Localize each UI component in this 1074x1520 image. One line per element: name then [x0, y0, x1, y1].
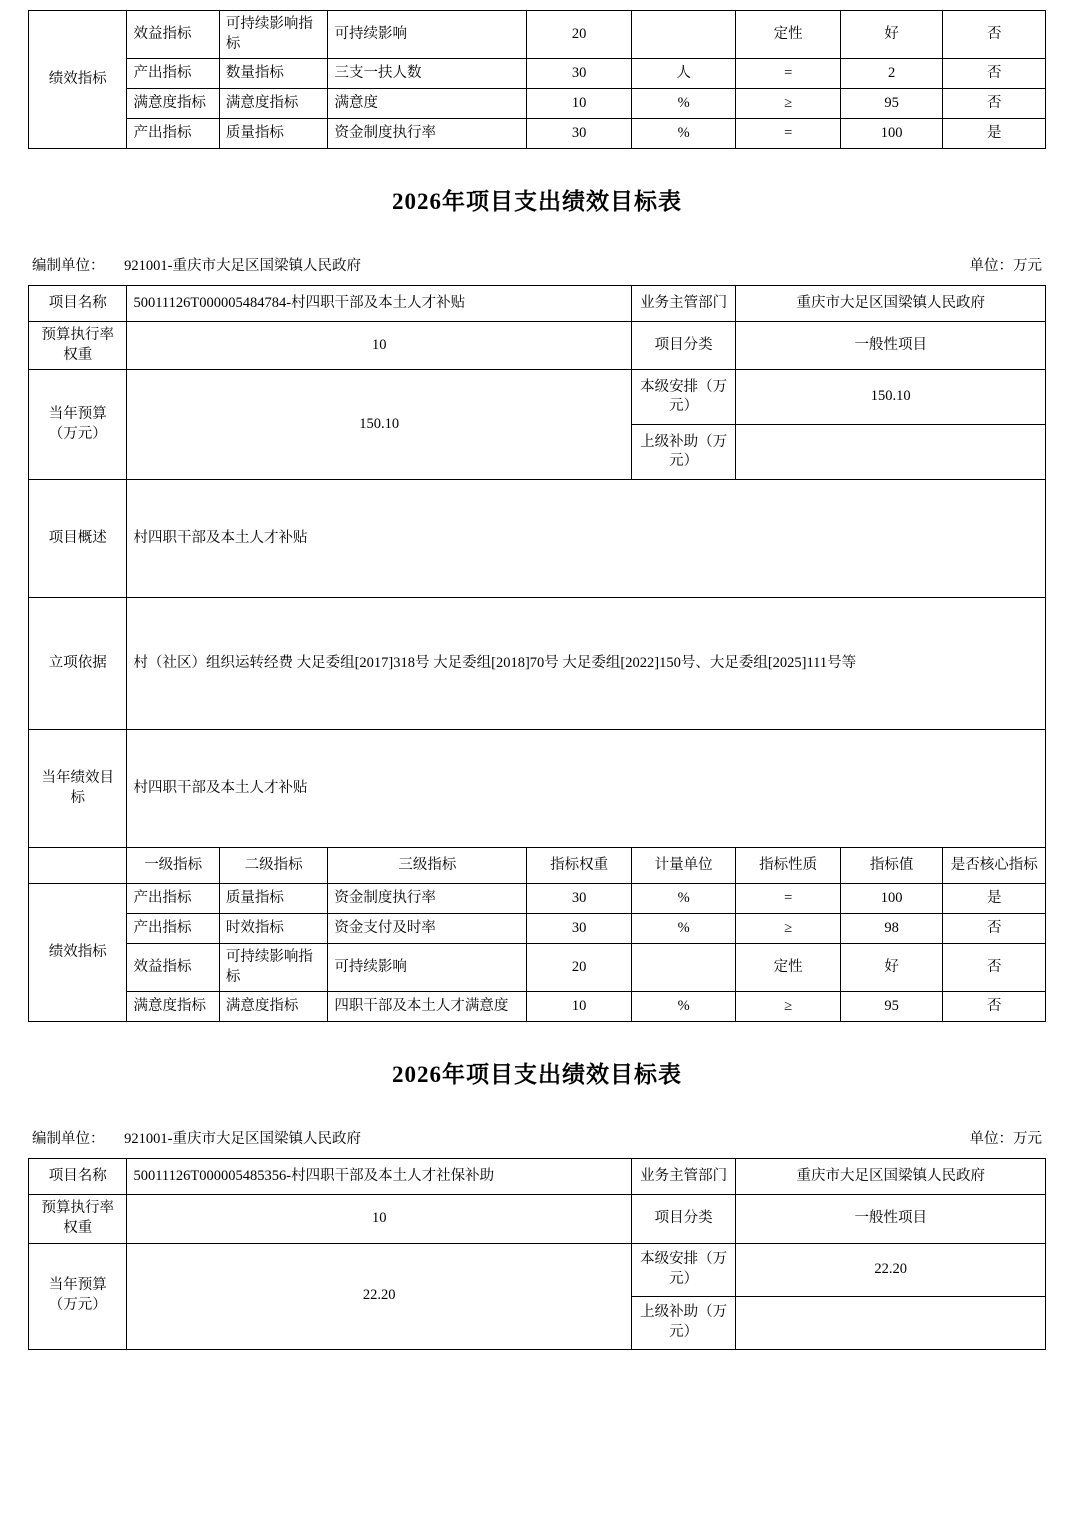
overview-value: 村四职干部及本土人才补贴 [127, 480, 1046, 598]
indicator-nature: = [736, 884, 841, 914]
perf-header-level3: 三级指标 [328, 848, 527, 884]
level2-indicator: 可持续影响指标 [219, 11, 328, 59]
indicator-value: 98 [840, 914, 942, 944]
indicator-unit [631, 11, 736, 59]
table-row [29, 370, 1046, 425]
goal-label: 当年绩效目标 [29, 730, 127, 848]
level1-indicator: 产出指标 [127, 914, 219, 944]
project-name-value: 50011126T000005484784-村四职干部及本土人才补贴 [127, 286, 631, 322]
indicator-nature: = [736, 119, 841, 149]
document-page [0, 10, 1074, 1404]
indicator-core: 否 [943, 914, 1046, 944]
compile-unit-label: 编制单位： [32, 1131, 105, 1148]
level3-indicator: 四职干部及本土人才满意度 [328, 992, 527, 1022]
indicator-weight: 20 [527, 944, 632, 992]
level2-indicator: 满意度指标 [219, 992, 328, 1022]
section2-title: 2026年项目支出绩效目标表 [392, 1062, 682, 1088]
level1-indicator: 满意度指标 [127, 992, 219, 1022]
compile-unit-value: 921001-重庆市大足区国梁镇人民政府 [124, 258, 361, 275]
exec-weight-value: 10 [127, 1195, 631, 1243]
table-row [29, 992, 1046, 1022]
perf-indicator-label: 绩效指标 [29, 884, 127, 1022]
category-label: 项目分类 [631, 1195, 736, 1243]
perf-header-level1: 一级指标 [127, 848, 219, 884]
table-row [29, 1195, 1046, 1243]
level1-indicator: 效益指标 [127, 944, 219, 992]
exec-weight-label: 预算执行率权重 [29, 1195, 127, 1243]
basis-value: 村（社区）组织运转经费 大足委组[2017]318号 大足委组[2018]70号 大足委组[2022]150号、大足委组[2025]111号等 [127, 598, 1046, 730]
indicator-weight: 30 [527, 119, 632, 149]
table-row [29, 598, 1046, 730]
level3-indicator: 资金支付及时率 [328, 914, 527, 944]
indicator-core: 否 [943, 59, 1046, 89]
indicator-core: 是 [943, 884, 1046, 914]
indicator-unit: % [631, 119, 736, 149]
upper-subsidy-value [736, 425, 1046, 480]
indicator-unit: % [631, 992, 736, 1022]
level3-indicator: 资金制度执行率 [328, 119, 527, 149]
level2-indicator: 质量指标 [219, 119, 328, 149]
compile-unit-label: 编制单位： [32, 258, 105, 275]
section2-meta [28, 1127, 1046, 1148]
amount-unit-label: 单位：万元 [969, 1131, 1042, 1148]
level2-indicator: 数量指标 [219, 59, 328, 89]
indicator-core: 否 [943, 89, 1046, 119]
level3-indicator: 满意度 [328, 89, 527, 119]
year-budget-label: 当年预算（万元） [29, 1243, 127, 1349]
indicator-unit: 人 [631, 59, 736, 89]
indicator-weight: 10 [527, 992, 632, 1022]
perf-header-nature: 指标性质 [736, 848, 841, 884]
table-row [29, 730, 1046, 848]
perf-header-level2: 二级指标 [219, 848, 328, 884]
indicator-unit [631, 944, 736, 992]
perf-header-weight: 指标权重 [527, 848, 632, 884]
project-name-label: 项目名称 [29, 1159, 127, 1195]
indicator-nature: ≥ [736, 914, 841, 944]
indicator-value: 2 [840, 59, 943, 89]
table-row [29, 1243, 1046, 1296]
local-arrange-label: 本级安排（万元） [631, 370, 736, 425]
perf-header-unit: 计量单位 [631, 848, 736, 884]
project-name-value: 50011126T000005485356-村四职干部及本土人才社保补助 [127, 1159, 631, 1195]
indicator-nature: = [736, 59, 841, 89]
level1-indicator: 产出指标 [127, 884, 219, 914]
indicator-nature: 定性 [736, 11, 841, 59]
level1-indicator: 效益指标 [127, 11, 219, 59]
table-row [29, 480, 1046, 598]
perf-corner-cell [29, 848, 127, 884]
exec-weight-label: 预算执行率权重 [29, 322, 127, 370]
year-budget-label: 当年预算（万元） [29, 370, 127, 480]
indicator-value: 95 [840, 992, 942, 1022]
indicator-nature: ≥ [736, 89, 841, 119]
perf-header-value: 指标值 [840, 848, 942, 884]
exec-weight-value: 10 [127, 322, 631, 370]
basis-label: 立项依据 [29, 598, 127, 730]
level3-indicator: 可持续影响 [328, 944, 527, 992]
level2-indicator: 满意度指标 [219, 89, 328, 119]
dept-label: 业务主管部门 [631, 1159, 736, 1195]
table-row [29, 286, 1046, 322]
perf-indicator-label: 绩效指标 [29, 11, 127, 149]
indicator-weight: 30 [527, 914, 632, 944]
level1-indicator: 满意度指标 [127, 89, 219, 119]
upper-subsidy-value [736, 1296, 1046, 1349]
indicator-weight: 20 [527, 11, 632, 59]
level3-indicator: 可持续影响 [328, 11, 527, 59]
category-value: 一般性项目 [736, 1195, 1046, 1243]
section1-title: 2026年项目支出绩效目标表 [392, 189, 682, 215]
category-value: 一般性项目 [736, 322, 1046, 370]
upper-subsidy-label: 上级补助（万元） [631, 1296, 736, 1349]
category-label: 项目分类 [631, 322, 736, 370]
indicator-unit: % [631, 914, 736, 944]
year-budget-value: 22.20 [127, 1243, 631, 1349]
table-row [29, 914, 1046, 944]
table-row [29, 848, 1046, 884]
indicator-core: 否 [943, 944, 1046, 992]
indicator-value: 95 [840, 89, 943, 119]
compile-unit-value: 921001-重庆市大足区国梁镇人民政府 [124, 1131, 361, 1148]
top-performance-table [28, 10, 1046, 149]
amount-unit-label: 单位：万元 [969, 258, 1042, 275]
goal-value: 村四职干部及本土人才补贴 [127, 730, 1046, 848]
dept-value: 重庆市大足区国梁镇人民政府 [736, 1159, 1046, 1195]
section1-meta [28, 254, 1046, 275]
indicator-core: 否 [943, 992, 1046, 1022]
indicator-nature: 定性 [736, 944, 841, 992]
level3-indicator: 三支一扶人数 [328, 59, 527, 89]
upper-subsidy-label: 上级补助（万元） [631, 425, 736, 480]
indicator-unit: % [631, 89, 736, 119]
level2-indicator: 时效指标 [219, 914, 328, 944]
overview-label: 项目概述 [29, 480, 127, 598]
table-row [29, 119, 1046, 149]
section2-project-table [28, 1158, 1046, 1349]
table-row [29, 1159, 1046, 1195]
indicator-weight: 30 [527, 884, 632, 914]
local-arrange-value: 22.20 [736, 1243, 1046, 1296]
table-row [29, 89, 1046, 119]
table-row [29, 59, 1046, 89]
level2-indicator: 可持续影响指标 [219, 944, 328, 992]
indicator-nature: ≥ [736, 992, 841, 1022]
dept-value: 重庆市大足区国梁镇人民政府 [736, 286, 1046, 322]
project-name-label: 项目名称 [29, 286, 127, 322]
level3-indicator: 资金制度执行率 [328, 884, 527, 914]
year-budget-value: 150.10 [127, 370, 631, 480]
indicator-weight: 30 [527, 59, 632, 89]
indicator-value: 100 [840, 884, 942, 914]
level1-indicator: 产出指标 [127, 119, 219, 149]
level1-indicator: 产出指标 [127, 59, 219, 89]
dept-label: 业务主管部门 [631, 286, 736, 322]
indicator-core: 是 [943, 119, 1046, 149]
level2-indicator: 质量指标 [219, 884, 328, 914]
local-arrange-label: 本级安排（万元） [631, 1243, 736, 1296]
table-row [29, 11, 1046, 59]
indicator-core: 否 [943, 11, 1046, 59]
indicator-unit: % [631, 884, 736, 914]
indicator-value: 好 [840, 944, 942, 992]
indicator-value: 好 [840, 11, 943, 59]
section1-project-table [28, 285, 1046, 1022]
table-row [29, 322, 1046, 370]
local-arrange-value: 150.10 [736, 370, 1046, 425]
indicator-value: 100 [840, 119, 943, 149]
perf-header-core: 是否核心指标 [943, 848, 1046, 884]
indicator-weight: 10 [527, 89, 632, 119]
table-row [29, 884, 1046, 914]
table-row [29, 944, 1046, 992]
